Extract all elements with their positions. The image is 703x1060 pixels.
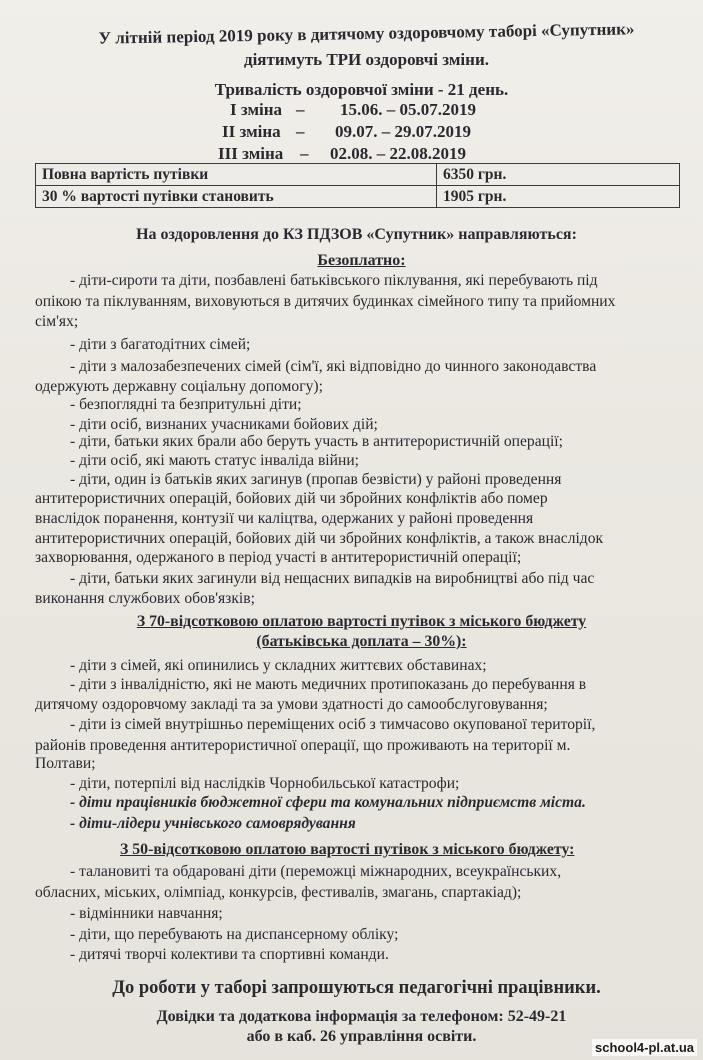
price-row-value: 6350 грн.: [437, 164, 680, 186]
shift-1-name: І зміна: [230, 100, 283, 119]
list-item: - діти осіб, визнаних учасниками бойових дій;: [70, 416, 378, 433]
partial70-heading: З 70-відсотковою оплатою вартості путівок з міського бюджету: [136, 613, 587, 630]
list-item: - відмінники навчання;: [70, 905, 223, 922]
list-item: виконання службових обов'язків;: [35, 590, 255, 607]
list-item: - діти, потерпілі від наслідків Чорнобильської катастрофи;: [70, 775, 460, 792]
site-watermark: school4-pl.at.ua: [592, 1039, 697, 1056]
shift-3-name: ІІІ зміна: [218, 144, 284, 163]
list-item: - дитячі творчі колективи та спортивні команди.: [70, 946, 389, 963]
free-heading: Безоплатно:: [317, 252, 406, 269]
price-row-full: [36, 164, 680, 186]
list-item: - діти, батьки яких загинули від нещасних випадків на виробництві або під час: [70, 570, 595, 587]
list-item: внаслідок поранення, контузії чи каліцтва, одержаних у районі проведення: [35, 510, 534, 527]
list-item: сім'ях;: [35, 313, 79, 330]
contact-line-1: Довідки та додаткова інформація за телефоном: 52-49-21: [156, 1008, 567, 1025]
shift-2-dates: 09.07. – 29.07.2019: [335, 122, 471, 141]
list-item: - діти, один із батьків яких загинув (пропав безвісти) у районі проведення: [70, 471, 562, 488]
list-item: - діти осіб, які мають статус інваліда війни;: [70, 452, 360, 469]
partial70-subheading: (батьківська доплата – 30%):: [256, 633, 467, 650]
list-item: - діти з багатодітних сімей;: [70, 336, 251, 353]
list-item: обласних, міських, олімпіад, конкурсів, фестивалів, змагань, спартакіад);: [35, 884, 522, 901]
list-item: - діти працівників бюджетної сфери та комунальних підприємств міста.: [70, 794, 586, 811]
list-item: захворювання, одержаного в період участі в антитерористичній операції;: [35, 549, 522, 566]
list-item: - діти-лідери учнівського самоврядування: [70, 815, 356, 832]
list-item: - діти-сироти та діти, позбавлені батьківського піклування, які перебувають під: [70, 272, 598, 289]
list-item: антитерористичних операцій, бойових дій чи збройних конфліктів або помер: [35, 490, 548, 507]
shift-3-dates: 02.08. – 22.08.2019: [330, 144, 466, 163]
list-item: - безпоглядні та безпритульні діти;: [70, 396, 302, 413]
list-item: опікою та піклуванням, виховуються в дитячих будинках сімейного типу та прийомних: [35, 293, 616, 310]
price-row-label: Повна вартість путівки: [36, 164, 437, 186]
price-row-value: 1905 грн.: [437, 186, 680, 208]
price-table: [35, 163, 680, 208]
list-item: - діти, батьки яких брали або беруть участь в антитерористичній операції;: [70, 433, 563, 450]
list-item: антитерористичних операцій, бойових дій чи збройних конфліктів, а також внаслідок: [35, 530, 604, 547]
referral-heading: На оздоровлення до КЗ ПДЗОВ «Супутник» направляються:: [136, 226, 577, 243]
list-item: - діти з сімей, які опинились у складних життєвих обставинах;: [70, 657, 487, 674]
list-item: районів проведення антитерористичної операції, що проживають на території м.: [35, 737, 571, 754]
price-row-30: [36, 186, 680, 208]
header-line-2: діятимуть ТРИ оздоровчі зміни.: [243, 50, 489, 69]
contact-line-2: або в каб. 26 управління освіти.: [246, 1028, 477, 1045]
list-item: - талановиті та обдаровані діти (переможці міжнародних, всеукраїнських,: [70, 863, 562, 880]
shift-1-dash: –: [296, 100, 305, 119]
header-line-1: У літній період 2019 року в дитячому оздоровчому таборі «Супутник»: [98, 19, 635, 48]
list-item: - діти із сімей внутрішньо переміщених осіб з тимчасово окупованої території,: [70, 716, 596, 733]
shift-3-dash: –: [300, 144, 309, 163]
shift-1-dates: 15.06. – 05.07.2019: [340, 100, 476, 119]
list-item: одержують державну соціальну допомогу);: [35, 378, 323, 395]
list-item: дитячому оздоровчому закладі та за умови здатності до самообслуговування;: [35, 696, 548, 713]
list-item: - діти, що перебувають на диспансерному обліку;: [70, 926, 399, 943]
partial50-heading: З 50-відсотковою оплатою вартості путівок з міського бюджету:: [120, 841, 575, 858]
list-item: - діти з інвалідністю, які не мають медичних протипоказань до перебування в: [70, 676, 587, 693]
list-item: - діти з малозабезпечених сімей (сім'ї, які відповідно до чинного законодавства: [70, 358, 597, 375]
list-item: Полтави;: [35, 755, 96, 772]
shift-2-name: ІІ зміна: [222, 122, 281, 141]
invite-text: До роботи у таборі запрошуються педагогічні працівники.: [112, 978, 601, 998]
shift-2-dash: –: [296, 122, 305, 141]
duration-text: Тривалість оздоровчої зміни - 21 день.: [214, 80, 509, 99]
price-row-label: 30 % вартості путівки становить: [36, 186, 437, 208]
